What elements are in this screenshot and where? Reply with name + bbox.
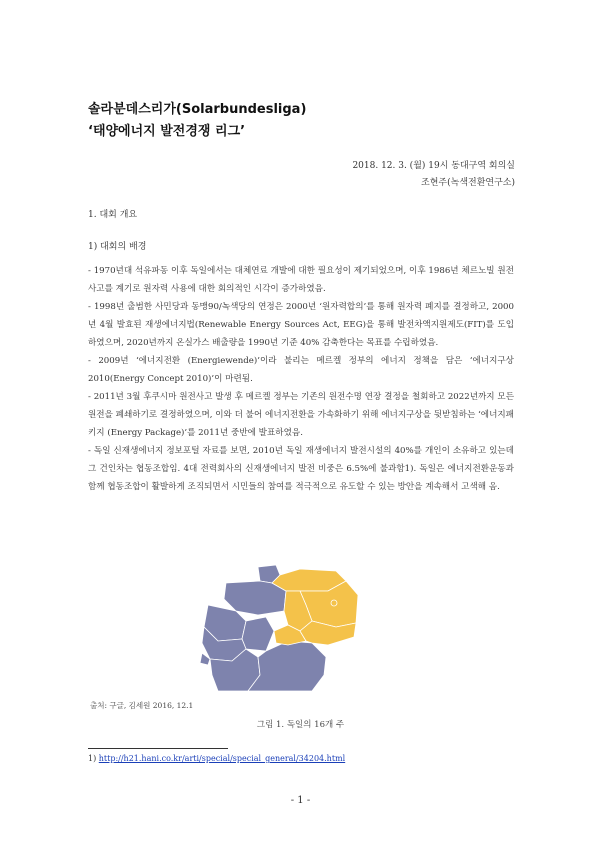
footnote-divider xyxy=(88,748,228,749)
subsection-heading: 1) 대회의 배경 xyxy=(88,242,147,252)
page-number: - 1 - xyxy=(290,795,311,806)
hesse-state xyxy=(242,617,274,651)
document-title-line1: 솔라분데스리가(Solarbundesliga) xyxy=(88,102,307,117)
footnote-link[interactable]: http://h21.hani.co.kr/arti/special/special_general/34204.html xyxy=(98,754,346,763)
body-text xyxy=(88,262,514,496)
saxony-state xyxy=(300,621,356,645)
paragraph: - 1998년 출범한 사민당과 동맹90/녹색당의 연정은 2000년 ‘원자력합의’를 통해 원자력 폐지를 결정하고, 2000년 4월 발효된 재생에너지법(Renewable Energy Sources Act, EEG)을 통해 발전차액지원제도(FIT)를 도입하였으며, 2020년까지 온실가스 배출량을 1990년 기준 40% 감축한다는 목표를 수립하였음. xyxy=(88,302,514,348)
figure-caption: 그림 1. 독일의 16개 주 xyxy=(256,720,345,730)
paragraph: - 1970년대 석유파동 이후 독일에서는 대체연료 개발에 대한 필요성이 제기되었으며, 이후 1986년 체르노빌 원전 사고를 계기로 원자력 사용에 대한 회의적인 시각이 증가하였음. xyxy=(88,266,514,294)
footnote xyxy=(88,754,345,763)
berlin-state xyxy=(331,600,337,606)
figure-source: 출처: 구글, 김세원 2016, 12.1 xyxy=(90,701,194,710)
paragraph: - 2011년 3월 후쿠시마 원전사고 발생 후 메르켈 정부는 기존의 원전수명 연장 결정을 철회하고 2022년까지 모든 원전을 폐쇄하기로 결정하였으며, 이와 더 불어 에너지전환을 가속화하기 위해 에너지구상을 뒷받침하는 ‘에너지패키지 (Energy Package)’를 2011년 중반에 발표하였음. xyxy=(88,392,514,438)
section-heading: 1. 대회 개요 xyxy=(88,210,138,220)
paragraph: - 독일 신재생에너지 정보포털 자료를 보면, 2010년 독일 재생에너지 발전시설의 40%를 개인이 소유하고 있는데 그 건인차는 협동조합임. 4대 전력회사의 신재생에너지 발전 비중은 6.5%에 불과함1). 독일은 에너지전환운동과 함께 협동조합이 활발하게 조직되면서 시민들의 참여를 적극적으로 유도할 수 있는 방안을 계속해서 고색해 옴. xyxy=(88,446,514,492)
east-states xyxy=(272,569,358,645)
document-title-line2: ‘태양에너지 발전경쟁 리그’ xyxy=(88,124,246,139)
date-place: 2018. 12. 3. (월) 19시 동대구역 회의실 xyxy=(352,161,515,171)
paragraph: - 2009년 ‘에너지전환 (Energiewende)’이라 불리는 메르켈 정부의 에너지 정책을 담은 ‘에너지구상 2010(Energy Concept 2010)’이 마련됨. xyxy=(88,356,514,384)
footnote-marker: 1) xyxy=(88,754,97,763)
germany-states-map xyxy=(188,565,368,693)
author: 조현주(녹색전환연구소) xyxy=(421,178,515,188)
